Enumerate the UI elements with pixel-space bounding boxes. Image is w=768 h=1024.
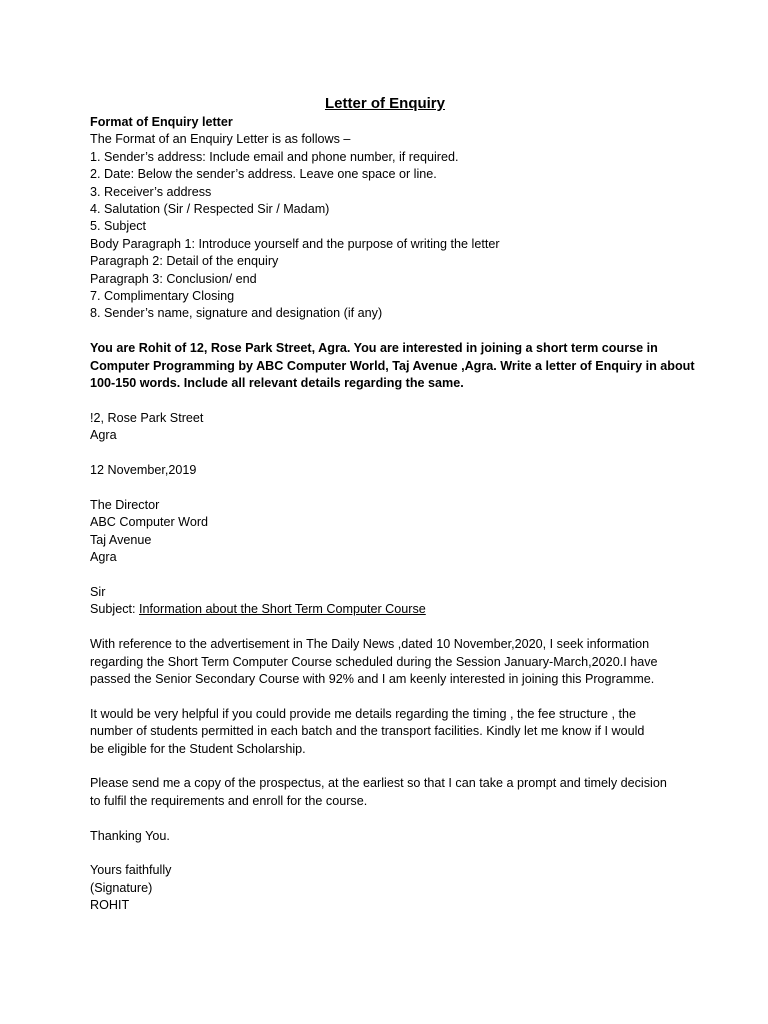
receiver-address-line: Taj Avenue <box>90 532 152 547</box>
body-paragraph-1 <box>90 636 690 688</box>
body-line: With reference to the advertisement in The Daily News ,dated 10 November,2020, I seek information <box>90 637 650 652</box>
body-line: number of students permitted in each batch and the transport facilities. Kindly let me know if I would <box>90 724 645 739</box>
question-line: 100-150 words. Include all relevant details regarding the same. <box>90 376 464 391</box>
receiver-address-line: ABC Computer Word <box>90 515 209 530</box>
format-item: 4. Salutation (Sir / Respected Sir / Madam) <box>90 202 330 217</box>
question-line: Computer Programming by ABC Computer World, Taj Avenue ,Agra. Write a letter of Enquiry in about <box>90 358 695 373</box>
format-item: 2. Date: Below the sender’s address. Leave one space or line. <box>90 167 437 182</box>
body-line: Please send me a copy of the prospectus, at the earliest so that I can take a prompt and timely decision <box>90 776 667 791</box>
closing: Yours faithfully <box>90 863 172 878</box>
sender-name: ROHIT <box>90 898 130 913</box>
body-line: be eligible for the Student Scholarship. <box>90 741 306 756</box>
format-heading: Format of Enquiry letter <box>90 115 233 129</box>
subject-label: Subject: <box>90 602 140 617</box>
format-item: 3. Receiver’s address <box>90 184 212 199</box>
salutation: Sir <box>90 584 106 599</box>
letter-date: 12 November,2019 <box>90 463 197 478</box>
receiver-address-line: The Director <box>90 497 160 512</box>
format-section <box>90 114 690 323</box>
format-item: Paragraph 2: Detail of the enquiry <box>90 254 279 269</box>
format-item: Body Paragraph 1: Introduce yourself and the purpose of writing the letter <box>90 236 500 251</box>
subject-line <box>90 601 690 618</box>
format-item: 7. Complimentary Closing <box>90 289 235 304</box>
format-intro: The Format of an Enquiry Letter is as follows – <box>90 132 351 147</box>
subject-text: Information about the Short Term Computer Course <box>139 602 426 617</box>
question-line: You are Rohit of 12, Rose Park Street, Agra. You are interested in joining a short term course in <box>90 341 658 356</box>
receiver-address <box>90 497 690 567</box>
body-line: to fulfil the requirements and enroll for the course. <box>90 793 368 808</box>
sender-address-line: !2, Rose Park Street <box>90 410 204 425</box>
page-title: Letter of Enquiry <box>324 95 445 112</box>
body-paragraph-3 <box>90 775 690 810</box>
format-item: 1. Sender’s address: Include email and phone number, if required. <box>90 149 459 164</box>
sign-off <box>90 862 690 914</box>
sender-address <box>90 410 690 445</box>
document-page <box>90 94 695 915</box>
format-item: Paragraph 3: Conclusion/ end <box>90 271 257 286</box>
question-prompt <box>90 340 695 392</box>
body-line: passed the Senior Secondary Course with 92% and I am keenly interested in joining this Programme. <box>90 671 655 686</box>
receiver-address-line: Agra <box>90 550 117 565</box>
body-line: It would be very helpful if you could provide me details regarding the timing , the fee structure , the <box>90 706 637 721</box>
thanks-line: Thanking You. <box>90 828 170 843</box>
body-paragraph-2 <box>90 706 690 758</box>
format-item: 5. Subject <box>90 219 147 234</box>
body-line: regarding the Short Term Computer Course scheduled during the Session January-March,2020.I have <box>90 654 658 669</box>
format-item: 8. Sender’s name, signature and designation (if any) <box>90 306 383 321</box>
sender-address-line: Agra <box>90 428 117 443</box>
signature: (Signature) <box>90 880 153 895</box>
